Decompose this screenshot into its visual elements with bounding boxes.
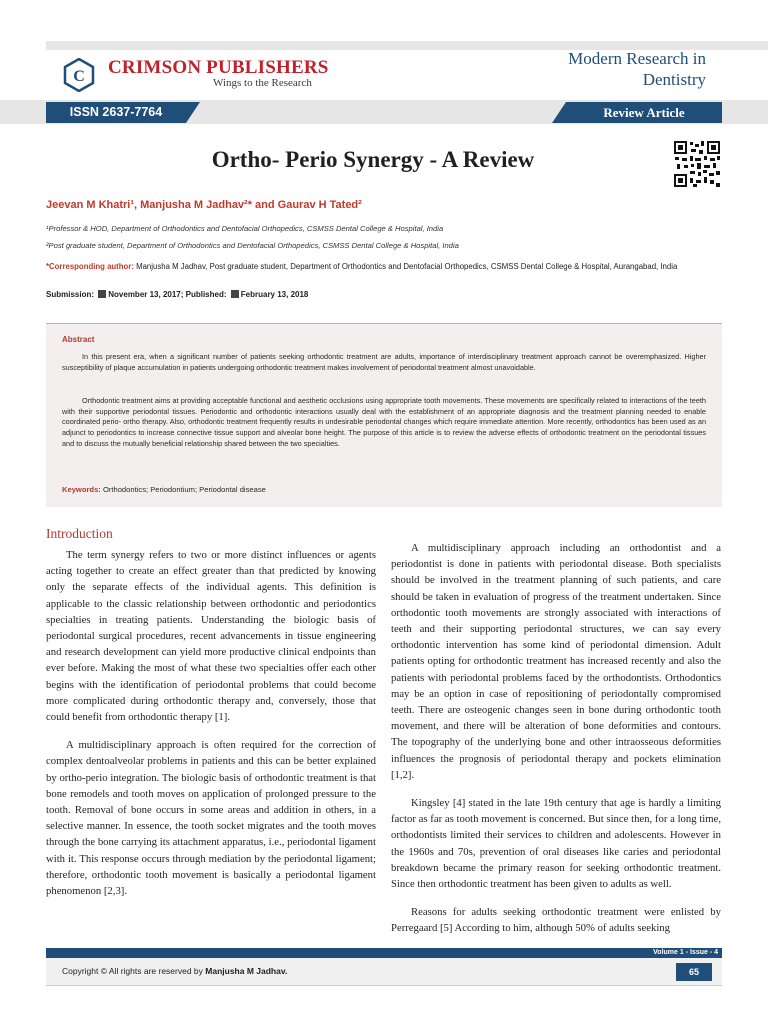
affiliation-2: ²Post graduate student, Department of Orthodontics and Dentofacial Orthopedics, CSMSS Dental College & Hospital, India xyxy=(46,241,459,250)
crimson-logo-icon xyxy=(62,58,96,92)
publication-dates xyxy=(46,290,308,299)
body-column-left xyxy=(46,547,376,911)
journal-title-line2: Dentistry xyxy=(642,70,706,89)
affiliation-1: ¹Professor & HOD, Department of Orthodontics and Dentofacial Orthopedics, CSMSS Dental College & Hospital, India xyxy=(46,224,444,233)
publisher-name: CRIMSON PUBLISHERS xyxy=(108,57,329,78)
page-number: 65 xyxy=(676,963,712,981)
body-paragraph: Reasons for adults seeking orthodontic treatment were enlisted by Perregaard [5] According to him, although 50% of adults seeking xyxy=(391,906,721,935)
authors: Jeevan M Khatri¹, Manjusha M Jadhav²* and Gaurav H Tated² xyxy=(46,199,362,211)
corresponding-author-text: Manjusha M Jadhav, Post graduate student, Department of Orthodontics and Dentofacial Orthopedics, CSMSS Dental College & Hospital, Aurangabad, India xyxy=(133,262,678,271)
article-type-tail xyxy=(552,102,566,123)
article-title: Ortho- Perio Synergy - A Review xyxy=(211,147,535,172)
journal-title-line1: Modern Research in xyxy=(568,49,706,68)
published-date: February 13, 2018 xyxy=(240,290,309,299)
publisher-tagline: Wings to the Research xyxy=(213,77,312,89)
calendar-icon xyxy=(231,290,239,298)
journal-title xyxy=(506,48,706,90)
article-type-badge: Review Article xyxy=(566,102,722,123)
body-paragraph: The term synergy refers to two or more distinct influences or agents acting together to create an effect greater than that predicted by knowing only the separate effects of the individual agents. This definition is applicable to the classic relationship between orthodontic and periodontics specialties in treating patients. Understanding the biologic basis of periodontal surgical procedures, recent advancements in tissue engineering and research development can yield more productive clinical endpoints than ever before. Making the most of what these two specialties offer each other begins with the identification of periodontal problems that could become more complicated during orthodontic therapy and, conversely, those that could benefit from orthodontic therapy [1]. xyxy=(46,549,376,724)
submission-date: November 13, 2017; xyxy=(108,290,184,299)
corresponding-author-label: *Corresponding author: xyxy=(46,262,134,271)
body-paragraph: A multidisciplinary approach including an orthodontist and a periodontist is done in patients with periodontal disease. Both specialists should be involved in the treatment planning of such patients, and care should be taken in evaluation of progress of the treatment undertaken. Since orthodontic tooth movements are strongly associated with interactions of teeth and their supporting periodontal structures, we can say every orthodontic intervention has some kind of periodontal dimension. Adult patients opting for orthodontic treatment has increased recently and also the patients with periodontal problems faced by the orthodontists. Orthodontics may be an option in case of repositioning of periodontally compromised teeth. There are osteogenic changes seen in bone during orthodontic tooth movement, and there will be alteration of bone deformities and contours. The topography of the underlying bone and other intraosseous deformities influences the prognosis of periodontal therapy and pockets elimination [1,2]. xyxy=(391,542,721,781)
issn-badge-tail xyxy=(186,102,200,123)
keywords xyxy=(62,485,266,494)
copyright-text: Copyright © All rights are reserved by xyxy=(62,966,206,976)
body-paragraph: A multidisciplinary approach is often required for the correction of complex dentoalveolar problems in patients and this can be better explained by ortho-perio integration. The biologic basis of orthodontic treatment is that bone remodels and tooth moves on application of prolonged pressure to the tooth. Removal of bone occurs in some areas and addition in others, in a selective manner. In essence, the tooth socket migrates and the tooth moves through the bone carrying its attachment apparatus, i.e., periodontal ligament with it. This response occurs through mediation by the periodontal ligament; therefore, orthodontic tooth movement is basically a periodontal ligament phenomenon [2,3]. xyxy=(46,739,376,898)
calendar-icon xyxy=(98,290,106,298)
published-label: Published: xyxy=(183,290,227,299)
abstract-paragraph-1: In this present era, when a significant number of patients seeking orthodontic treatment are adults, importance of interdisciplinary treatment approach cannot be overemphasized. Higher susceptibility of plaque accumulation in patients undergoing orthodontic treatment makes involvement of periodontal treatment almost unavoidable. xyxy=(62,352,706,372)
abstract-paragraph-2: Orthodontic treatment aims at providing acceptable functional and aesthetic occlusions using appropriate tooth movements. These movements are specifically related to interactions of the teeth with their supportive periodontal tissues. Periodontic and orthodontic interactions usually deal with the establishment of an appropriate diagnosis and the treatment planning needed to enable coordinated perio- ortho therapy. Also, orthodontic treatment frequently results in undesirable periodontal changes which require immediate attention. More recently, orthodontics has been used as an adjunct to periodontics to increase connective tissue support and alveolar bone height. The purpose of this article is to review the adverse effects of orthodontic treatment on the periodontal tissues and to discuss the mutually beneficial relationship shared between the two specialties. xyxy=(62,396,706,448)
issn-badge: ISSN 2637-7764 xyxy=(46,102,186,123)
copyright-holder: Manjusha M Jadhav. xyxy=(205,966,288,976)
corresponding-author xyxy=(46,261,722,273)
keywords-label: Keywords: xyxy=(62,485,101,494)
body-column-right xyxy=(391,540,721,949)
volume-issue: Volume 1 - Issue - 4 xyxy=(653,949,718,956)
copyright-notice xyxy=(62,966,287,976)
abstract-heading: Abstract xyxy=(62,335,95,344)
keywords-text: Orthodontics; Periodontium; Periodontal disease xyxy=(100,485,266,494)
body-paragraph: Kingsley [4] stated in the late 19th century that age is hardly a limiting factor as far as tooth movement is concerned. But since then, for a long time, orthodontists limited their services to children and adolescents. However in the 1960s and 70s, prevention of oral diseases like caries and periodontal breakdown became the primary reason for seeking orthodontic treatment. Since then orthodontic treatment has been given to adults as well. xyxy=(391,797,721,891)
submission-label: Submission: xyxy=(46,290,95,299)
section-heading-introduction: Introduction xyxy=(46,526,113,541)
logo-letter: C xyxy=(73,68,85,85)
qr-code-icon[interactable] xyxy=(673,140,721,188)
